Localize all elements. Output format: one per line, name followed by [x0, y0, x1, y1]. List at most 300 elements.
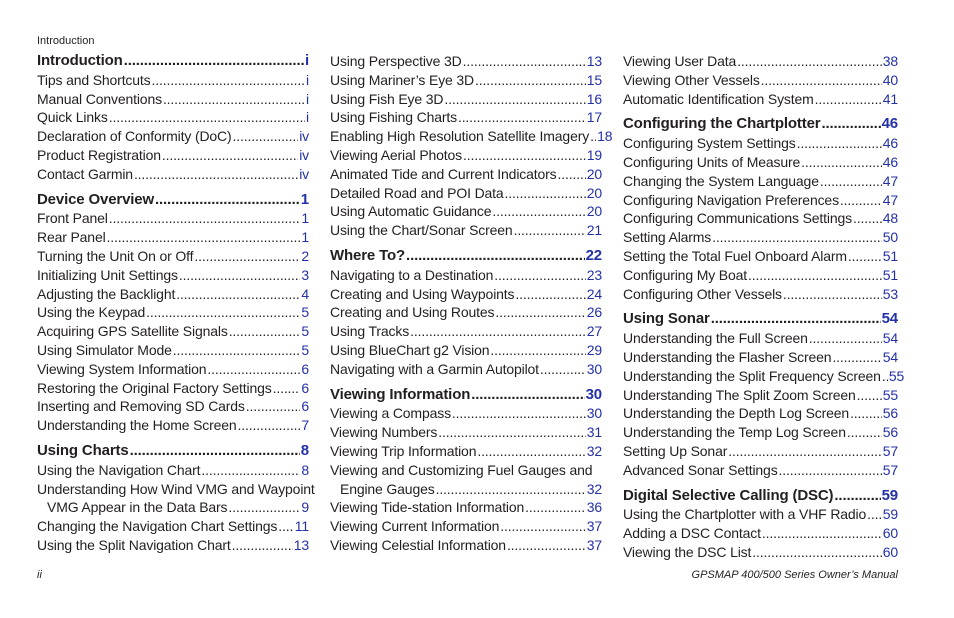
toc-entry[interactable]: [37, 228, 309, 247]
toc-page-link[interactable]: 37: [586, 536, 602, 553]
toc-entry-title: Animated Tide and Current Indicators: [330, 165, 557, 182]
toc-page-link[interactable]: 27: [586, 323, 602, 340]
toc-entry-title: Front Panel: [37, 210, 108, 227]
toc-page-link[interactable]: 13: [586, 53, 602, 69]
dot-leader: [163, 90, 305, 109]
toc-section-heading[interactable]: [623, 310, 898, 329]
toc-page-link[interactable]: 60: [882, 543, 898, 560]
toc-entry-title: Viewing the DSC List: [623, 543, 752, 560]
toc-entry[interactable]: [330, 341, 602, 360]
toc-entry-title: Navigating with a Garmin Autopilot: [330, 360, 539, 377]
toc-entry[interactable]: [37, 341, 309, 360]
dot-leader: [847, 423, 882, 442]
toc-entry-title: Adjusting the Backlight: [37, 285, 176, 302]
toc-page-link[interactable]: 32: [586, 442, 602, 459]
toc-entry[interactable]: [623, 247, 898, 266]
toc-entry-title: Viewing Current Information: [330, 518, 500, 535]
toc-page-link[interactable]: 20: [586, 184, 602, 201]
toc-entry-title: Viewing Tide-station Information: [330, 499, 525, 516]
toc-entry-title: Introduction: [37, 52, 123, 69]
dot-leader: [273, 379, 301, 398]
toc-page-link[interactable]: 54: [882, 330, 898, 347]
toc-entry[interactable]: [37, 247, 309, 266]
toc-entry-title: Viewing Information: [330, 385, 471, 403]
toc-entry-title: Device Overview: [37, 190, 154, 208]
toc-page-link[interactable]: 30: [585, 385, 602, 403]
toc-page-link[interactable]: iv: [299, 146, 309, 163]
toc-entry-title: Manual Conventions: [37, 90, 162, 107]
dot-leader: [748, 266, 882, 285]
dot-leader: [590, 127, 596, 146]
dot-leader: [155, 191, 300, 210]
toc-entry[interactable]: [37, 322, 309, 341]
toc-page-link[interactable]: 50: [882, 229, 898, 246]
toc-page-link[interactable]: 31: [586, 424, 602, 441]
toc-entry-title: Configuring My Boat: [623, 266, 747, 283]
toc-entry-title: Viewing Numbers: [330, 424, 438, 441]
toc-entry-title: Setting the Total Fuel Onboard Alarm: [623, 247, 847, 264]
toc-entry[interactable]: [623, 505, 898, 524]
toc-entry[interactable]: [37, 303, 309, 322]
toc-entry-title: Adding a DSC Contact: [623, 525, 761, 542]
dot-leader: [525, 498, 586, 517]
toc-entry[interactable]: [623, 191, 898, 210]
toc-page-link[interactable]: 15: [586, 71, 602, 88]
toc-entry[interactable]: [623, 348, 898, 367]
dot-leader: [797, 134, 882, 153]
dot-leader: [848, 247, 882, 266]
dot-leader: [458, 108, 586, 127]
toc-page-link[interactable]: 30: [586, 405, 602, 422]
toc-page-link[interactable]: iv: [299, 128, 309, 145]
dot-leader: [820, 172, 882, 191]
toc-page-link[interactable]: 54: [882, 348, 898, 365]
toc-page-link[interactable]: 37: [586, 518, 602, 535]
toc-page-link[interactable]: 24: [586, 285, 602, 302]
toc-entry[interactable]: [623, 423, 898, 442]
toc-page-link[interactable]: 48: [882, 210, 898, 227]
dot-leader: [514, 221, 586, 240]
toc-page-link[interactable]: 6: [301, 360, 309, 377]
toc-entry-title: Where To?: [330, 246, 406, 264]
dot-leader: [452, 404, 586, 423]
toc-entry-title: Setting Up Sonar: [623, 442, 728, 459]
toc-page-link[interactable]: 19: [586, 146, 602, 163]
toc-entry-title: Viewing Aerial Photos: [330, 146, 463, 163]
toc-entry-title: Quick Links: [37, 109, 108, 126]
dot-leader: [801, 153, 882, 172]
toc-entry-title: Restoring the Original Factory Settings: [37, 379, 272, 396]
toc-entry-title: Configuring Communications Settings: [623, 210, 852, 227]
toc-entry[interactable]: [330, 52, 602, 71]
toc-page-link[interactable]: 55: [882, 386, 898, 403]
toc-column-2: [330, 52, 613, 555]
toc-entry-title: Configuring System Settings: [623, 135, 796, 152]
toc-entry[interactable]: [623, 285, 898, 304]
toc-entry-title: Using the Navigation Chart: [37, 461, 201, 478]
toc-entry-title: Configuring the Chartplotter: [623, 115, 821, 133]
toc-entry[interactable]: [330, 90, 602, 109]
toc-entry-title: Navigating to a Destination: [330, 266, 494, 283]
toc-entry-title: Inserting and Removing SD Cards: [37, 398, 245, 415]
toc-page-link[interactable]: 1: [301, 210, 309, 227]
dot-leader: [711, 310, 881, 329]
toc-section-heading[interactable]: [623, 487, 898, 506]
dot-leader: [477, 442, 585, 461]
toc-page-link[interactable]: 8: [300, 441, 309, 459]
dot-leader: [228, 498, 300, 517]
toc-entry[interactable]: [330, 442, 602, 461]
dot-leader: [853, 209, 882, 228]
toc-page-link[interactable]: 5: [301, 341, 309, 358]
toc-entry-title: Changing the System Language: [623, 172, 819, 189]
toc-entry[interactable]: [623, 367, 905, 386]
dot-leader: [229, 322, 301, 341]
toc-page-link[interactable]: 51: [882, 247, 898, 264]
toc-entry-title: Using the Split Navigation Chart: [37, 536, 231, 553]
toc-entry-title: Configuring Units of Measure: [623, 153, 801, 170]
dot-leader: [500, 517, 585, 536]
toc-entry-title: Understanding the Depth Log Screen: [623, 405, 850, 422]
toc-entry-title: Viewing User Data: [623, 53, 737, 69]
dot-leader: [124, 52, 304, 71]
toc-entry[interactable]: [330, 165, 602, 184]
toc-entry-title: Setting Alarms: [623, 229, 712, 246]
toc-section-heading[interactable]: [37, 52, 309, 71]
toc-section-heading[interactable]: [330, 386, 602, 405]
toc-entry-title: Using Sonar: [623, 310, 710, 328]
dot-leader: [232, 536, 293, 555]
toc-entry[interactable]: [623, 266, 898, 285]
dot-leader: [146, 303, 300, 322]
toc-page-link[interactable]: 55: [888, 367, 905, 384]
toc-page-link[interactable]: 1: [300, 190, 309, 208]
toc-entry-title: Digital Selective Calling (DSC): [623, 486, 834, 504]
toc-entry[interactable]: [623, 404, 898, 423]
toc-entry[interactable]: [330, 184, 602, 203]
dot-leader: [495, 303, 585, 322]
toc-entry-title: Understanding the Full Screen: [623, 330, 808, 347]
dot-leader: [494, 266, 585, 285]
dot-leader: [558, 165, 586, 184]
dot-leader: [238, 416, 301, 435]
toc-entry[interactable]: [623, 543, 898, 562]
toc-page-link[interactable]: 59: [882, 506, 898, 523]
dot-leader: [109, 209, 301, 228]
toc-page-link[interactable]: 30: [586, 360, 602, 377]
toc-entry[interactable]: [37, 498, 309, 517]
toc-entry[interactable]: [37, 285, 309, 304]
dot-leader: [176, 285, 300, 304]
toc-page-link[interactable]: i: [304, 52, 309, 69]
dot-leader: [130, 442, 300, 461]
toc-entry-title: Using Mariner’s Eye 3D: [330, 71, 475, 88]
toc-entry-title: Viewing Trip Information: [330, 442, 477, 459]
toc-page-link[interactable]: 2: [301, 247, 309, 264]
toc-entry[interactable]: [37, 209, 309, 228]
toc-entry[interactable]: [330, 303, 602, 322]
toc-page-link[interactable]: 47: [882, 191, 898, 208]
toc-page-link[interactable]: 46: [881, 115, 898, 133]
toc-page-link[interactable]: 17: [586, 109, 602, 126]
toc-entry-title: Using the Chartplotter with a VHF Radio: [623, 506, 867, 523]
toc-entry-title: Using BlueChart g2 Vision: [330, 341, 490, 358]
toc-entry[interactable]: [37, 536, 309, 555]
toc-entry[interactable]: [330, 536, 602, 555]
toc-entry-title: Viewing Other Vessels: [623, 71, 760, 88]
dot-leader: [737, 52, 882, 71]
dot-leader: [840, 191, 882, 210]
dot-leader: [857, 386, 882, 405]
dot-leader: [867, 505, 882, 524]
dot-leader: [540, 360, 586, 379]
toc-entry[interactable]: [623, 228, 898, 247]
dot-leader: [134, 165, 298, 184]
dot-leader: [109, 108, 305, 127]
dot-leader: [406, 247, 585, 266]
dot-leader: [515, 285, 585, 304]
toc-entry[interactable]: [330, 360, 602, 379]
toc-page-link[interactable]: 13: [293, 536, 309, 553]
dot-leader: [752, 543, 881, 562]
toc-page-link[interactable]: 21: [586, 222, 602, 239]
toc-page-link[interactable]: 16: [586, 90, 602, 107]
toc-entry[interactable]: [37, 90, 309, 109]
toc-page-link[interactable]: 57: [882, 442, 898, 459]
toc-entry-title: Viewing System Information: [37, 360, 207, 377]
dot-leader: [207, 360, 300, 379]
toc-entry[interactable]: [37, 165, 309, 184]
toc-entry-title: Configuring Other Vessels: [623, 285, 782, 302]
dot-leader: [490, 341, 585, 360]
toc-entry-title: Declaration of Conformity (DoC): [37, 128, 232, 145]
dot-leader: [201, 461, 300, 480]
toc-entry-title: Using Perspective 3D: [330, 53, 462, 69]
toc-entry-title: Understanding the Flasher Screen: [623, 348, 832, 365]
dot-leader: [507, 536, 586, 555]
toc-page-link[interactable]: 22: [585, 246, 602, 264]
toc-entry-title: Understanding the Temp Log Screen: [623, 424, 846, 441]
toc-entry-title: Advanced Sonar Settings: [623, 461, 778, 478]
toc-page-link[interactable]: 20: [586, 165, 602, 182]
toc-entry[interactable]: [37, 266, 309, 285]
toc-entry-title: Engine Gauges: [340, 480, 435, 497]
toc-entry-title: Contact Garmin: [37, 165, 133, 182]
toc-entry[interactable]: [623, 461, 898, 480]
toc-page-link[interactable]: 20: [586, 203, 602, 220]
toc-entry-title: Automatic Identification System: [623, 90, 814, 107]
toc-entry-title: Detailed Road and POI Data: [330, 184, 504, 201]
dot-leader: [492, 202, 585, 221]
toc-page-link[interactable]: 5: [301, 304, 309, 321]
toc-entry[interactable]: [330, 221, 602, 240]
toc-page-link[interactable]: 5: [301, 323, 309, 340]
toc-entry[interactable]: [623, 209, 898, 228]
dot-leader: [278, 517, 294, 536]
dot-leader: [809, 329, 882, 348]
toc-entry-title: Viewing Celestial Information: [330, 536, 506, 553]
toc-entry[interactable]: [330, 202, 602, 221]
toc-entry[interactable]: [330, 108, 602, 127]
toc-page-link[interactable]: 41: [882, 90, 898, 107]
dot-leader: [463, 146, 586, 165]
toc-page-link[interactable]: i: [306, 109, 309, 126]
toc-entry[interactable]: [330, 517, 602, 536]
toc-page-link[interactable]: 38: [882, 53, 898, 69]
toc-entry[interactable]: [623, 329, 898, 348]
toc-entry[interactable]: [37, 379, 309, 398]
running-header: Introduction: [37, 35, 95, 47]
toc-entry-title: Using Fishing Charts: [330, 109, 457, 126]
toc-entry[interactable]: [330, 285, 602, 304]
toc-page-link[interactable]: 3: [301, 266, 309, 283]
toc-page-link[interactable]: 51: [882, 266, 898, 283]
toc-entry[interactable]: [330, 127, 613, 146]
toc-page-link[interactable]: 56: [882, 405, 898, 422]
toc-page-link[interactable]: 29: [586, 341, 602, 358]
dot-leader: [179, 266, 301, 285]
toc-entry: [330, 461, 602, 480]
toc-page-link[interactable]: 53: [882, 285, 898, 302]
dot-leader: [233, 127, 299, 146]
toc-page-link[interactable]: 11: [294, 518, 309, 535]
dot-leader: [436, 480, 586, 499]
toc-entry-title: Understanding How Wind VMG and Waypoint: [37, 480, 315, 497]
toc-entry-title: Acquiring GPS Satellite Signals: [37, 323, 228, 340]
toc-entry-title: Viewing and Customizing Fuel Gauges and: [330, 461, 593, 478]
toc-section-heading[interactable]: [623, 115, 898, 134]
toc-page-link[interactable]: 40: [882, 71, 898, 88]
toc-page-link[interactable]: 6: [301, 398, 309, 415]
toc-entry-title: Using Automatic Guidance: [330, 203, 492, 220]
dot-leader: [438, 423, 586, 442]
toc-page-link[interactable]: 46: [882, 135, 898, 152]
toc-entry[interactable]: [330, 480, 602, 499]
dot-leader: [832, 348, 881, 367]
toc-entry[interactable]: [330, 71, 602, 90]
toc-entry[interactable]: [37, 146, 309, 165]
toc-page-link[interactable]: 47: [882, 172, 898, 189]
page-number: ii: [37, 569, 42, 581]
toc-page-link[interactable]: 56: [882, 424, 898, 441]
toc-page-link[interactable]: 7: [301, 417, 309, 434]
toc-entry-title: Creating and Using Routes: [330, 304, 495, 321]
toc-entry-title: Using Charts: [37, 441, 129, 459]
toc-entry[interactable]: [37, 517, 309, 536]
toc-page-link[interactable]: 9: [301, 499, 309, 516]
toc-entry-title: Creating and Using Waypoints: [330, 285, 515, 302]
toc-entry[interactable]: [623, 386, 898, 405]
dot-leader: [728, 442, 881, 461]
toc-entry-title: Configuring Navigation Preferences: [623, 191, 839, 208]
dot-leader: [712, 228, 882, 247]
toc-page-link[interactable]: i: [306, 90, 309, 107]
toc-entry-title: Tips and Shortcuts: [37, 71, 151, 88]
toc-page-link[interactable]: 6: [301, 379, 309, 396]
toc-entry-title: Viewing a Compass: [330, 405, 451, 422]
toc-entry[interactable]: [330, 146, 602, 165]
toc-entry-title: Using Fish Eye 3D: [330, 90, 444, 107]
dot-leader: [444, 90, 585, 109]
dot-leader: [410, 322, 586, 341]
dot-leader: [821, 115, 880, 134]
toc-page-link[interactable]: 8: [301, 461, 309, 478]
toc-entry[interactable]: [623, 52, 898, 71]
dot-leader: [505, 184, 586, 203]
toc-entry: [37, 480, 315, 499]
toc-page-link[interactable]: 54: [881, 310, 898, 328]
dot-leader: [815, 90, 882, 109]
toc-page-link[interactable]: 59: [881, 486, 898, 504]
toc-entry[interactable]: [37, 416, 309, 435]
toc-entry[interactable]: [330, 404, 602, 423]
toc-page-link[interactable]: 60: [882, 525, 898, 542]
toc-entry[interactable]: [623, 134, 898, 153]
toc-entry[interactable]: [37, 108, 309, 127]
toc-entry[interactable]: [330, 423, 602, 442]
toc-column-1: [37, 52, 315, 555]
dot-leader: [107, 228, 301, 247]
toc-entry[interactable]: [623, 172, 898, 191]
toc-page-link[interactable]: 18: [597, 128, 613, 145]
toc-entry[interactable]: [37, 461, 309, 480]
toc-entry[interactable]: [623, 442, 898, 461]
toc-page-link[interactable]: 1: [301, 229, 309, 246]
toc-entry-title: Product Registration: [37, 146, 161, 163]
dot-leader: [471, 386, 584, 405]
toc-entry[interactable]: [623, 153, 898, 172]
toc-page-link[interactable]: 32: [586, 480, 602, 497]
dot-leader: [850, 404, 882, 423]
toc-entry[interactable]: [330, 322, 602, 341]
toc-page-link[interactable]: 36: [586, 499, 602, 516]
toc-entry-title: Turning the Unit On or Off: [37, 247, 194, 264]
toc-section-heading[interactable]: [37, 442, 309, 461]
toc-entry[interactable]: [37, 360, 309, 379]
toc-entry[interactable]: [37, 71, 309, 90]
dot-leader: [152, 71, 306, 90]
toc-entry[interactable]: [623, 71, 898, 90]
toc-page-link[interactable]: 4: [301, 285, 309, 302]
toc-entry[interactable]: [330, 498, 602, 517]
toc-section-heading[interactable]: [37, 191, 309, 210]
toc-entry[interactable]: [37, 397, 309, 416]
toc-entry-title: VMG Appear in the Data Bars: [47, 499, 228, 516]
toc-page-link[interactable]: 23: [586, 266, 602, 283]
toc-entry-title: Using the Chart/Sonar Screen: [330, 222, 513, 239]
toc-entry-title: Changing the Navigation Chart Settings: [37, 518, 278, 535]
toc-page-link[interactable]: 46: [882, 153, 898, 170]
dot-leader: [783, 285, 882, 304]
toc-page-link[interactable]: 26: [586, 304, 602, 321]
toc-entry[interactable]: [37, 127, 309, 146]
manual-title: GPSMAP 400/500 Series Owner’s Manual: [691, 569, 898, 581]
toc-page-link[interactable]: iv: [299, 165, 309, 182]
dot-leader: [194, 247, 300, 266]
toc-entry-title: Using Tracks: [330, 323, 410, 340]
toc-entry[interactable]: [330, 266, 602, 285]
toc-entry-title: Initializing Unit Settings: [37, 266, 178, 283]
dot-leader: [475, 71, 586, 90]
toc-section-heading[interactable]: [330, 247, 602, 266]
toc-page-link[interactable]: 57: [882, 461, 898, 478]
dot-leader: [779, 461, 882, 480]
toc-page-link[interactable]: i: [306, 71, 309, 88]
toc-entry[interactable]: [623, 524, 898, 543]
dot-leader: [246, 397, 301, 416]
toc-entry[interactable]: [623, 90, 898, 109]
toc-column-3: [623, 52, 905, 562]
